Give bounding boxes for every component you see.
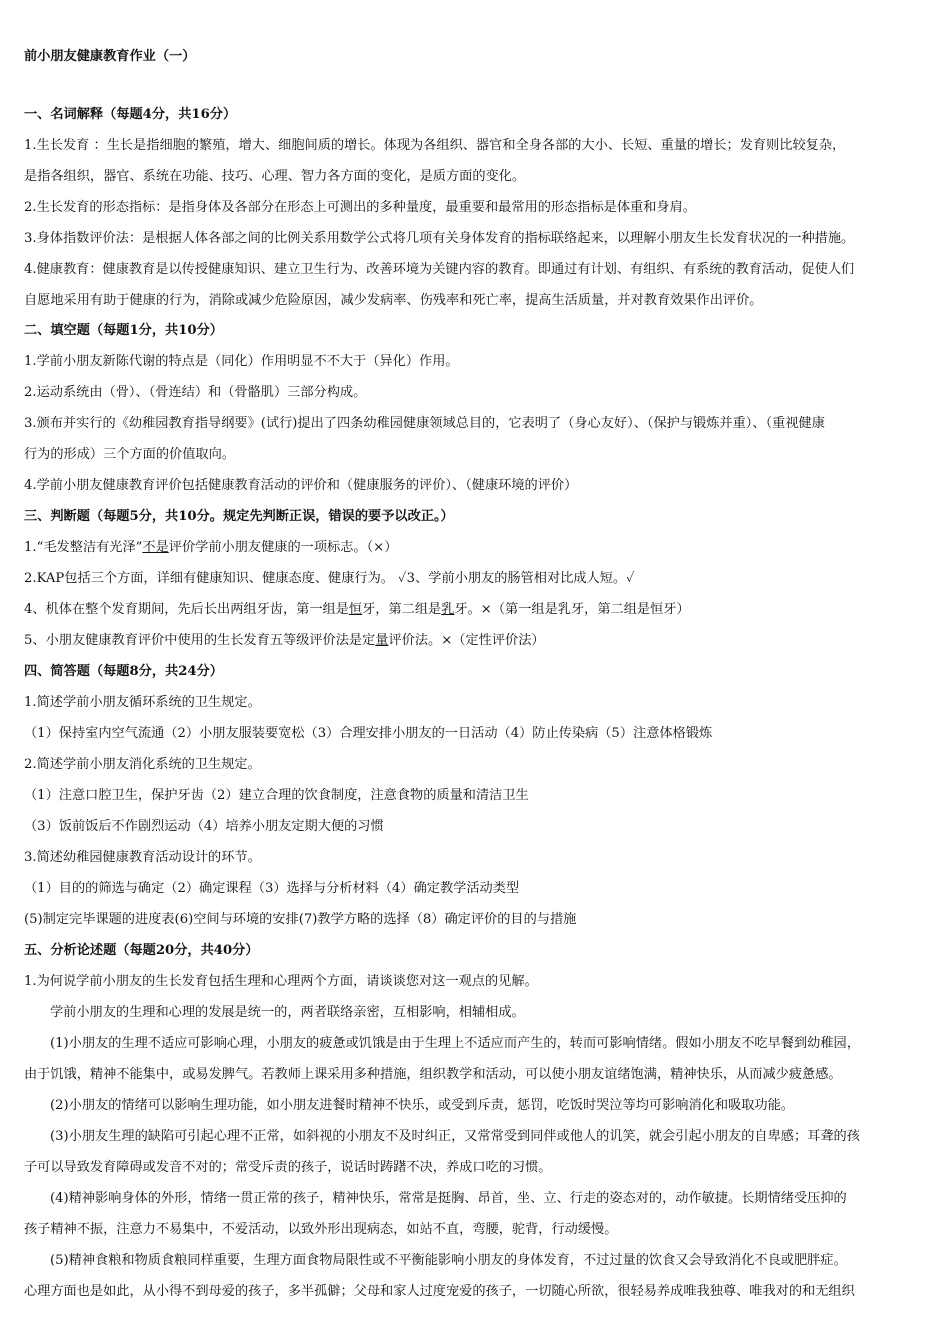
paragraph-line: (1)小朋友的生理不适应可影响心理，小朋友的疲惫或饥饿是由于生理上不适应而产生的，转而可影响情绪。假如小朋友不吃早餐到幼稚园， — [50, 1036, 860, 1051]
text-run: 1.“毛发整洁有光泽” — [24, 540, 143, 555]
paragraph-line: 3.颁布并实行的《幼稚园教育指导纲要》(试行)提出了四条幼稚园健康领域总目的，它表明了（身心友好）、（保护与锻炼并重）、（重视健康 — [24, 416, 825, 431]
paragraph-line: 2.简述学前小朋友消化系统的卫生规定。 — [24, 757, 261, 772]
paragraph-line: 1.学前小朋友新陈代谢的特点是（同化）作用明显不不大于（异化）作用。 — [24, 354, 459, 369]
paragraph-line: 学前小朋友的生理和心理的发展是统一的，两者联络亲密，互相影响，相辅相成。 — [50, 1005, 525, 1020]
section-heading: 一、名词解释（每题4分，共16分） — [24, 107, 237, 122]
paragraph-line: （1）注意口腔卫生，保护牙齿（2）建立合理的饮食制度，注意食物的质量和清洁卫生 — [24, 788, 529, 803]
underlined-text: 乳 — [441, 602, 455, 617]
section-heading: 四、简答题（每题8分，共24分） — [24, 664, 223, 679]
text-run: 评价法。×（定性评价法） — [388, 633, 545, 648]
underlined-text: 不是 — [142, 540, 169, 555]
paragraph-line: （1）目的的筛选与确定（2）确定课程（3）选择与分析材料（4）确定教学活动类型 — [24, 881, 520, 896]
paragraph-line: (5)制定完毕课题的进度表(6)空间与环境的安排(7)教学方略的选择（8）确定评价的目的与措施 — [24, 912, 577, 927]
paragraph-line: (4)精神影响身体的外形，情绪一贯正常的孩子，精神快乐，常常是挺胸、昂首，坐、立、行走的姿态对的，动作敏捷。长期情绪受压抑的 — [50, 1191, 847, 1206]
paragraph-line: (5)精神食粮和物质食粮同样重要，生理方面食物局限性或不平衡能影响小朋友的身体发育，不过过量的饮食又会导致消化不良或肥胖症。 — [50, 1253, 847, 1268]
paragraph-line: （1）保持室内空气流通（2）小朋友服装要宽松（3）合理安排小朋友的一日活动（4）防止传染病（5）注意体格锻炼 — [24, 726, 713, 741]
underlined-text: 量 — [375, 633, 389, 648]
text-run: 评价学前小朋友健康的一项标志。（×） — [168, 540, 398, 555]
text-run: 4、机体在整个发育期间，先后长出两组牙齿，第一组是 — [24, 602, 349, 617]
paragraph-line: 孩子精神不振，注意力不易集中，不爱活动，以致外形出现病态，如站不直，弯腰，驼背，行动缓慢。 — [24, 1222, 618, 1237]
paragraph-line — [24, 632, 930, 650]
paragraph-line: 2.生长发育的形态指标：是指身体及各部分在形态上可测出的多种量度，最重要和最常用的形态指标是体重和身肩。 — [24, 200, 696, 215]
paragraph-line: 子可以导致发育障碍或发音不对的；常受斥责的孩子，说话时踌躇不决，养成口吃的习惯。 — [24, 1160, 552, 1175]
paragraph-line: 4.健康教育：健康教育是以传授健康知识、建立卫生行为、改善环境为关键内容的教育。即通过有计划、有组织、有系统的教育活动，促使人们 — [24, 262, 855, 277]
paragraph-line: (2)小朋友的情绪可以影响生理功能，如小朋友进餐时精神不快乐，或受到斥责，惩罚，吃饭时哭泣等均可影响消化和吸取功能。 — [50, 1098, 794, 1113]
text-run: 牙，第二组是 — [362, 602, 442, 617]
paragraph-line: 是指各组织，器官、系统在功能、技巧、心理、智力各方面的变化，是质方面的变化。 — [24, 169, 526, 184]
paragraph-line: 3.身体指数评价法：是根据人体各部之间的比例关系用数学公式将几项有关身体发育的指标联络起来，以理解小朋友生长发育状况的一种措施。 — [24, 231, 855, 246]
paragraph-line: 心理方面也是如此，从小得不到母爱的孩子，多半孤僻；父母和家人过度宠爱的孩子，一切随心所欲，很轻易养成唯我独尊、唯我对的和无组织 — [24, 1284, 855, 1299]
paragraph-line: 4.学前小朋友健康教育评价包括健康教育活动的评价和（健康服务的评价）、（健康环境的评价） — [24, 478, 578, 493]
paragraph-line: 1.生长发育 ：生长是指细胞的繁殖，增大、细胞间质的增长。体现为各组织、器官和全身各部的大小、长短、重量的增长；发育则比较复杂， — [24, 138, 846, 153]
paragraph-line: 1.简述学前小朋友循环系统的卫生规定。 — [24, 695, 261, 710]
paragraph-line: 由于饥饿，精神不能集中，或易发脾气。若教师上课采用多种措施，组织教学和活动，可以使小朋友谊绪饱满，精神快乐，从而减少疲惫感。 — [24, 1067, 842, 1082]
section-heading: 五、分析论述题（每题20分，共40分） — [24, 943, 259, 958]
underlined-text: 恒 — [348, 602, 363, 617]
paragraph-line — [24, 601, 930, 619]
paragraph-line: (3)小朋友生理的缺陷可引起心理不正常，如斜视的小朋友不及时纠正，又常常受到同伴或他人的讥笑，就会引起小朋友的自卑感；耳聋的孩 — [50, 1129, 860, 1144]
text-run: 5、小朋友健康教育评价中使用的生长发育五等级评价法是定 — [24, 633, 376, 648]
paragraph-line: 1.为何说学前小朋友的生长发育包括生理和心理两个方面，请谈谈您对这一观点的见解。 — [24, 974, 538, 989]
paragraph-line: 自愿地采用有助于健康的行为，消除或减少危险原因，减少发病率、伤残率和死亡率，提高生活质量，并对教育效果作出评价。 — [24, 293, 763, 308]
paragraph-line: 2.KAP包括三个方面，详细有健康知识、健康态度、健康行为。 ✓3、学前小朋友的肠管相对比成人短。✓ — [24, 571, 635, 586]
paragraph-line: 2.运动系统由（骨）、（骨连结）和（骨骼肌）三部分构成。 — [24, 385, 367, 400]
document-title: 前小朋友健康教育作业（一） — [24, 49, 196, 64]
paragraph-line: （3）饭前饭后不作剧烈运动（4）培养小朋友定期大便的习惯 — [24, 819, 384, 834]
text-run: 牙。×（第一组是乳牙，第二组是恒牙） — [454, 602, 690, 617]
paragraph-line: 3.简述幼稚园健康教育活动设计的环节。 — [24, 850, 261, 865]
paragraph-line: 行为的形成）三个方面的价值取向。 — [24, 447, 235, 462]
section-heading: 三、判断题（每题5分，共10分。规定先判断正误，错误的要予以改正。） — [24, 509, 454, 524]
section-heading: 二、填空题（每题1分，共10分） — [24, 323, 223, 338]
paragraph-line — [24, 539, 930, 557]
